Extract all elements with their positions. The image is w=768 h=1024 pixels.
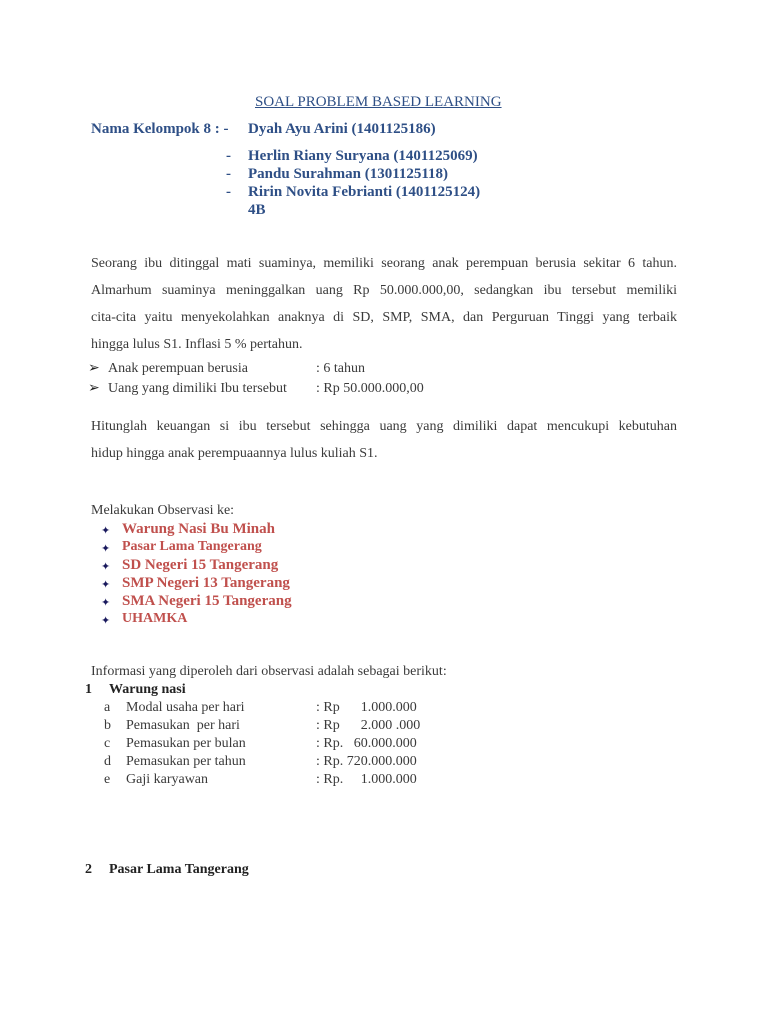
member-4: Ririn Novita Febrianti (1401125124) — [248, 184, 481, 200]
arrow-bullet-icon: ➢ — [88, 381, 100, 396]
row-value: : Rp. 1.000.000 — [316, 772, 417, 787]
row-label: Pemasukan per hari — [126, 718, 240, 733]
observation-place: SD Negeri 15 Tangerang — [122, 557, 279, 573]
row-letter: a — [104, 700, 111, 715]
section-number: 1 — [85, 682, 92, 697]
plus-bullet-icon: ✦ — [101, 525, 111, 537]
member-dash: - — [226, 166, 231, 182]
observation-place: Pasar Lama Tangerang — [122, 539, 262, 554]
plus-bullet-icon: ✦ — [101, 561, 111, 573]
observation-place: Warung Nasi Bu Minah — [122, 521, 275, 537]
member-dash: - — [226, 148, 231, 164]
row-value: : Rp. 60.000.000 — [316, 736, 417, 751]
question-line: Hitunglah keuangan si ibu tersebut sehingga uang yang dimiliki dapat mencukupi kebutuhan — [91, 419, 677, 434]
section-title: Pasar Lama Tangerang — [109, 862, 249, 877]
row-label: Pemasukan per tahun — [126, 754, 246, 769]
fact-label: Uang yang dimiliki Ibu tersebut — [108, 381, 287, 396]
problem-line: cita-cita yaitu menyekolahkan anaknya di SD, SMP, SMA, dan Perguruan Tinggi yang terbaik — [91, 310, 677, 325]
fact-value: : Rp 50.000.000,00 — [316, 381, 424, 396]
arrow-bullet-icon: ➢ — [88, 361, 100, 376]
row-value: : Rp 1.000.000 — [316, 700, 417, 715]
member-dash: - — [226, 184, 231, 200]
section-title: Warung nasi — [109, 682, 186, 697]
plus-bullet-icon: ✦ — [101, 597, 111, 609]
problem-paragraph — [91, 250, 677, 358]
question-paragraph — [91, 413, 677, 467]
question-line: hidup hingga anak perempuaannya lulus kuliah S1. — [91, 446, 378, 461]
problem-line: Almarhum suaminya meninggalkan uang Rp 50.000.000,00, sedangkan ibu tersebut memiliki — [91, 283, 677, 298]
member-1: Dyah Ayu Arini (1401125186) — [248, 121, 436, 137]
problem-line: hingga lulus S1. Inflasi 5 % pertahun. — [91, 337, 303, 352]
plus-bullet-icon: ✦ — [101, 615, 111, 627]
row-letter: c — [104, 736, 111, 751]
row-letter: d — [104, 754, 111, 769]
row-label: Modal usaha per hari — [126, 700, 245, 715]
problem-line: Seorang ibu ditinggal mati suaminya, memiliki seorang anak perempuan berusia sekitar 6 tahun. — [91, 256, 677, 271]
observation-place: SMP Negeri 13 Tangerang — [122, 575, 290, 591]
row-value: : Rp. 720.000.000 — [316, 754, 417, 769]
fact-label: Anak perempuan berusia — [108, 361, 248, 376]
plus-bullet-icon: ✦ — [101, 579, 111, 591]
row-label: Pemasukan per bulan — [126, 736, 246, 751]
observation-heading: Melakukan Observasi ke: — [91, 503, 235, 518]
row-label: Gaji karyawan — [126, 772, 209, 787]
row-value: : Rp 2.000 .000 — [316, 718, 421, 733]
member-2: Herlin Riany Suryana (1401125069) — [248, 148, 478, 164]
observation-place: UHAMKA — [122, 611, 188, 626]
fact-value: : 6 tahun — [316, 361, 365, 376]
row-letter: b — [104, 718, 111, 733]
observation-place: SMA Negeri 15 Tangerang — [122, 593, 292, 609]
group-label: Nama Kelompok 8 : - — [91, 121, 229, 137]
member-3: Pandu Surahman (1301125118) — [248, 166, 449, 182]
section-number: 2 — [85, 862, 92, 877]
document-title: SOAL PROBLEM BASED LEARNING — [255, 94, 502, 110]
plus-bullet-icon: ✦ — [101, 543, 111, 555]
row-letter: e — [104, 772, 111, 787]
class-label: 4B — [248, 202, 266, 218]
info-heading: Informasi yang diperoleh dari observasi adalah sebagai berikut: — [91, 664, 447, 679]
